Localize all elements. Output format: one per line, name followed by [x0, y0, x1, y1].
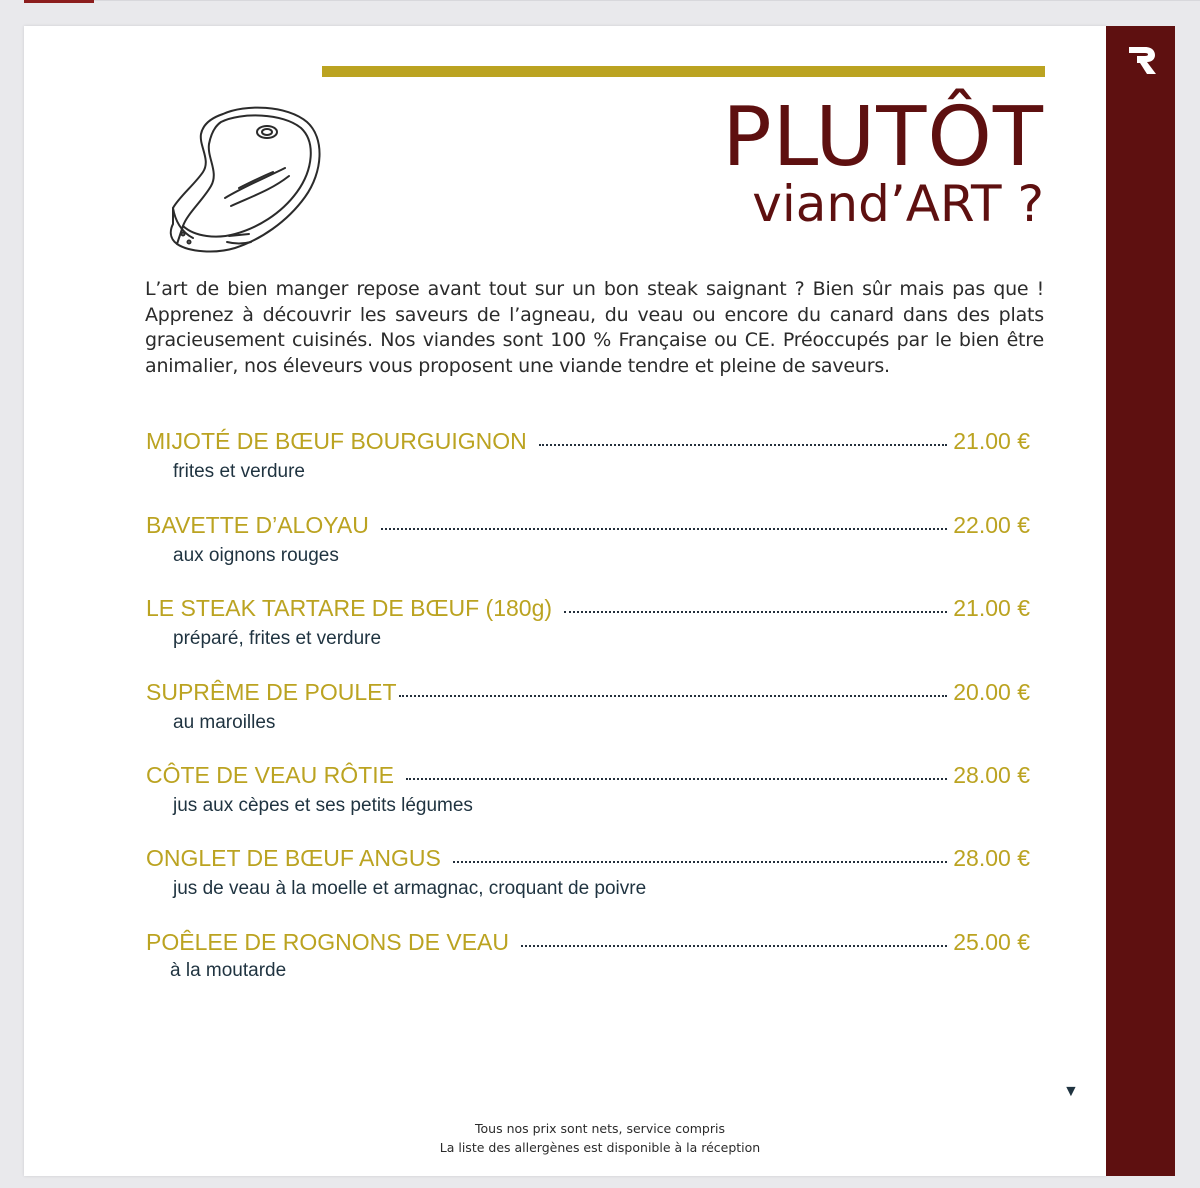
- menu-item-price: 21.00 €: [953, 428, 1030, 454]
- menu-item-name: CÔTE DE VEAU RÔTIE: [146, 762, 394, 788]
- menu-item-description: à la moutarde: [170, 960, 287, 981]
- menu-item-name: SUPRÊME DE POULET: [146, 679, 397, 705]
- menu-item: [146, 845, 1030, 905]
- menu-item: [146, 595, 1030, 655]
- steak-icon: [165, 102, 330, 257]
- menu-item: [146, 512, 1030, 572]
- menu-item-price: 20.00 €: [953, 679, 1030, 705]
- menu-item-name: LE STEAK TARTARE DE BŒUF (180g): [146, 595, 553, 621]
- dotted-leader: [539, 442, 947, 446]
- footer-note: [300, 1119, 900, 1157]
- intro-paragraph: L’art de bien manger repose avant tout sur un bon steak saignant ? Bien sûr mais pas que ! Apprenez à découvrir les saveurs de l’agneau, du veau ou encore du canard dans des plats gracieusement cuisinés. Nos viandes sont 100 % Française ou CE. Préoccupés par le bien être animalier, nos éleveurs vous proposent une viande tendre et pleine de saveurs.: [145, 278, 1044, 377]
- menu-item-price: 22.00 €: [953, 512, 1030, 538]
- gold-accent-bar: [322, 66, 1045, 77]
- footer-line-allergens: La liste des allergènes est disponible à la réception: [439, 1140, 761, 1155]
- menu-item-description: aux oignons rouges: [173, 545, 339, 566]
- menu-item-description: au maroilles: [173, 712, 276, 733]
- top-tab-indicator: [24, 0, 94, 3]
- menu-item-price: 28.00 €: [953, 762, 1030, 788]
- dotted-leader: [399, 693, 948, 697]
- menu-item-price: 28.00 €: [953, 845, 1030, 871]
- menu-item-description: jus aux cèpes et ses petits légumes: [173, 795, 473, 816]
- menu-item-name: MIJOTÉ DE BŒUF BOURGUIGNON: [146, 428, 527, 454]
- menu-item: [146, 929, 1030, 989]
- page-title: PLUTÔT: [722, 90, 1044, 185]
- page-subtitle: viand’ART ?: [752, 175, 1044, 233]
- side-band: [1106, 26, 1175, 1176]
- menu-item-price: 21.00 €: [953, 595, 1030, 621]
- menu-item-price: 25.00 €: [953, 929, 1030, 955]
- menu-item-name: ONGLET DE BŒUF ANGUS: [146, 845, 441, 871]
- dotted-leader: [406, 776, 947, 780]
- menu-item-description: frites et verdure: [173, 461, 305, 482]
- dotted-leader: [453, 859, 947, 863]
- menu-item: [146, 762, 1030, 822]
- menu-item-name: POÊLEE DE ROGNONS DE VEAU: [146, 929, 509, 955]
- menu-item: [146, 679, 1030, 739]
- arrow-down-icon[interactable]: ▼: [1063, 1083, 1079, 1100]
- menu-item-name: BAVETTE D’ALOYAU: [146, 512, 369, 538]
- dotted-leader: [521, 943, 947, 947]
- menu-item: [146, 428, 1030, 488]
- dotted-leader: [381, 526, 947, 530]
- menu-item-description: préparé, frites et verdure: [173, 628, 382, 649]
- footer-line-prices: Tous nos prix sont nets, service compris: [475, 1121, 725, 1136]
- menu-item-description: jus de veau à la moelle et armagnac, croquant de poivre: [173, 878, 647, 899]
- top-divider: [94, 0, 1200, 1]
- restaurant-logo-r-icon: [1126, 42, 1158, 78]
- dotted-leader: [564, 609, 947, 613]
